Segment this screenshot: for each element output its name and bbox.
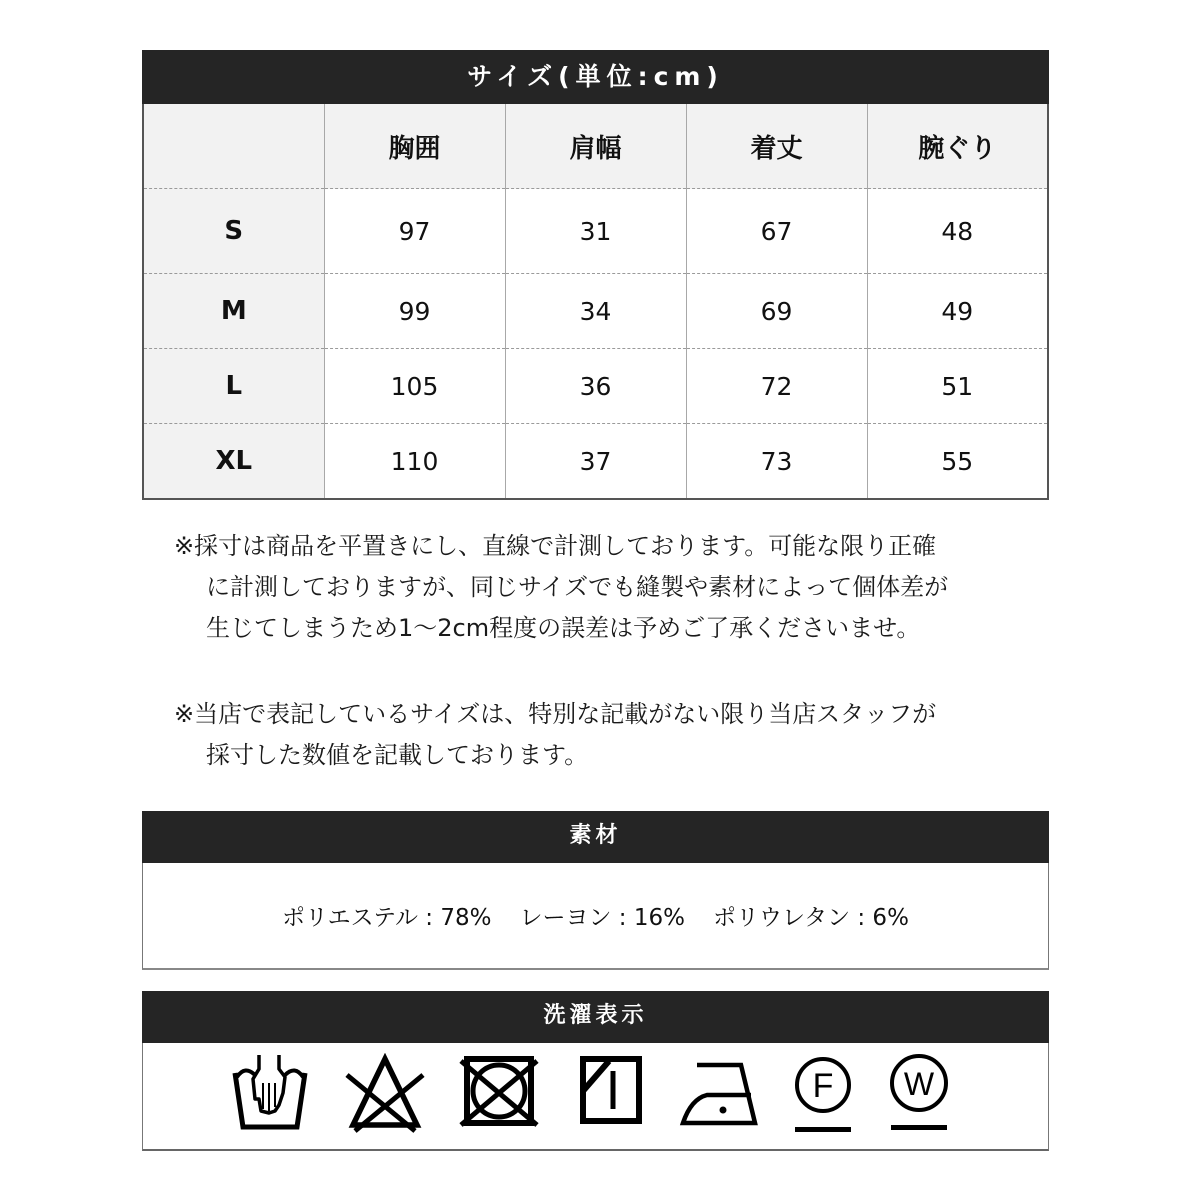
note-line: ※当店で表記しているサイズは、特別な記載がない限り当店スタッフが — [174, 700, 937, 728]
size-label: L — [143, 349, 324, 424]
table-cell: 72 — [686, 349, 867, 424]
wet-clean-letter: W — [903, 1066, 935, 1102]
size-section — [142, 50, 1049, 500]
table-cell: 55 — [867, 424, 1048, 500]
table-row — [143, 424, 1048, 500]
dry-clean-f-gentle-icon — [789, 1053, 859, 1137]
material-box — [142, 863, 1049, 970]
table-cell: 34 — [505, 274, 686, 349]
note-line: 生じてしまうため1～2cm程度の誤差は予めご了承くださいませ。 — [206, 614, 921, 642]
no-bleach-icon — [343, 1053, 427, 1133]
column-header-armhole: 腕ぐり — [867, 104, 1048, 189]
size-table-title: サイズ(単位:cm) — [142, 50, 1049, 104]
size-table-header-row — [143, 104, 1048, 189]
dry-clean-letter: F — [812, 1067, 834, 1105]
note-line: 採寸した数値を記載しております。 — [206, 741, 589, 769]
column-header-chest: 胸囲 — [324, 104, 505, 189]
material-item: ポリウレタン : 6% — [712, 905, 909, 931]
material-item: レーヨン : 16% — [519, 905, 685, 931]
wet-clean-w-gentle-icon — [885, 1053, 955, 1137]
table-cell: 37 — [505, 424, 686, 500]
size-label: M — [143, 274, 324, 349]
note-line: に計測しておりますが、同じサイズでも縫製や素材によって個体差が — [206, 573, 949, 601]
table-cell: 73 — [686, 424, 867, 500]
table-cell: 48 — [867, 189, 1048, 274]
size-label: S — [143, 189, 324, 274]
table-cell: 110 — [324, 424, 505, 500]
table-cell: 97 — [324, 189, 505, 274]
table-cell: 67 — [686, 189, 867, 274]
column-header-length: 着丈 — [686, 104, 867, 189]
column-header-shoulder: 肩幅 — [505, 104, 686, 189]
table-cell: 31 — [505, 189, 686, 274]
iron-low-icon — [675, 1053, 765, 1133]
table-cell: 36 — [505, 349, 686, 424]
no-tumble-dry-icon — [457, 1053, 541, 1133]
table-cell: 49 — [867, 274, 1048, 349]
hand-wash-icon — [229, 1053, 311, 1133]
table-cell: 105 — [324, 349, 505, 424]
material-item: ポリエステル : 78% — [282, 905, 492, 931]
table-row — [143, 274, 1048, 349]
size-label: XL — [143, 424, 324, 500]
table-cell: 69 — [686, 274, 867, 349]
size-notation-note — [174, 694, 1054, 776]
column-header-empty — [143, 104, 324, 189]
care-title: 洗濯表示 — [142, 991, 1049, 1043]
note-line: ※採寸は商品を平置きにし、直線で計測しております。可能な限り正確 — [174, 532, 937, 560]
material-title: 素材 — [142, 811, 1049, 863]
table-cell: 51 — [867, 349, 1048, 424]
care-icons-box — [142, 1043, 1049, 1151]
care-section — [142, 991, 1049, 1151]
size-table — [142, 104, 1049, 500]
table-cell: 99 — [324, 274, 505, 349]
material-section — [142, 811, 1049, 970]
measurement-note — [174, 526, 1054, 649]
table-row — [143, 189, 1048, 274]
line-dry-shade-icon — [575, 1053, 645, 1133]
table-row — [143, 349, 1048, 424]
